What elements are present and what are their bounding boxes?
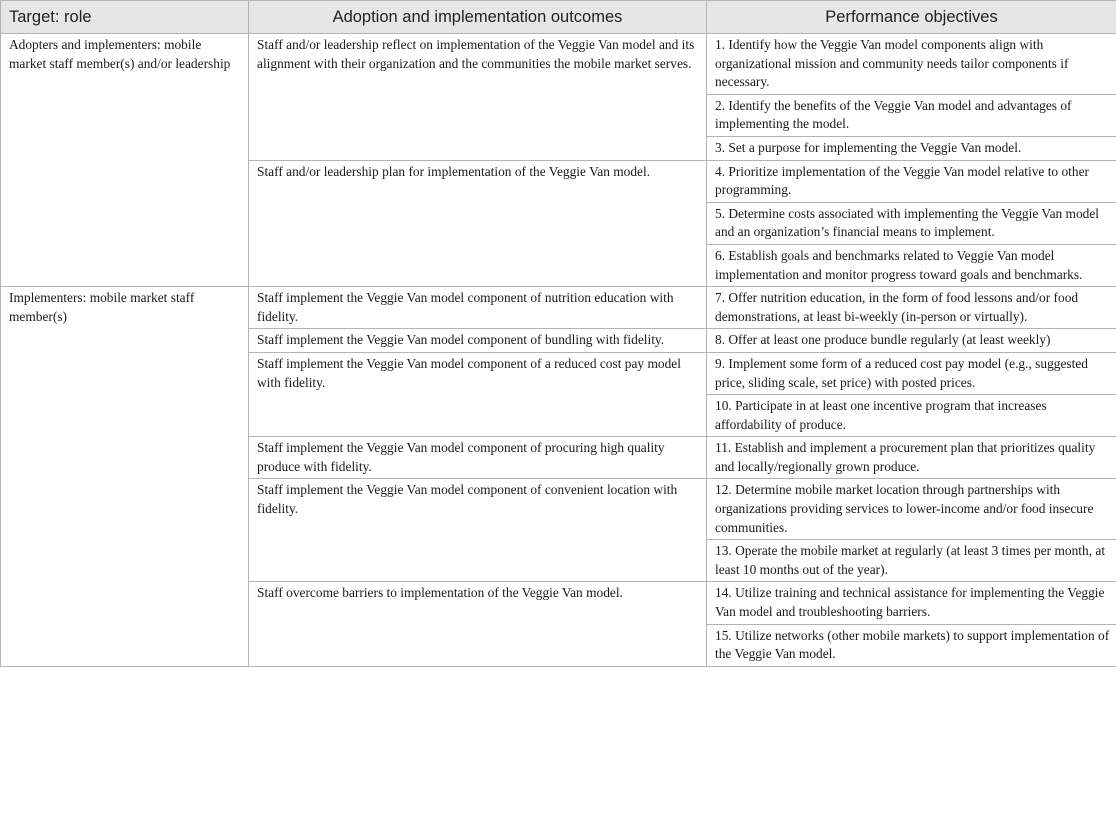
table-row: [1, 287, 1116, 329]
table-row: [1, 34, 1116, 95]
header-performance-objectives: Performance objectives: [707, 1, 1116, 34]
outcome-cell: Staff implement the Veggie Van model component of procuring high quality produce with fidelity.: [249, 437, 707, 479]
header-outcomes: Adoption and implementation outcomes: [249, 1, 707, 34]
table-body: [1, 34, 1116, 667]
objective-cell: 10. Participate in at least one incentive program that increases affordability of produce.: [707, 395, 1116, 437]
outcome-cell: Staff and/or leadership plan for implementation of the Veggie Van model.: [249, 160, 707, 287]
role-cell: Adopters and implementers: mobile market staff member(s) and/or leadership: [1, 34, 249, 287]
objective-cell: 15. Utilize networks (other mobile markets) to support implementation of the Veggie Van model.: [707, 624, 1116, 666]
objective-cell: 1. Identify how the Veggie Van model components align with organizational mission and community needs tailor components if necessary.: [707, 34, 1116, 95]
objective-cell: 14. Utilize training and technical assistance for implementing the Veggie Van model and troubleshooting barriers.: [707, 582, 1116, 624]
objective-cell: 9. Implement some form of a reduced cost pay model (e.g., suggested price, sliding scale, set price) with posted prices.: [707, 352, 1116, 394]
outcome-cell: Staff overcome barriers to implementation of the Veggie Van model.: [249, 582, 707, 666]
objective-cell: 6. Establish goals and benchmarks related to Veggie Van model implementation and monitor progress toward goals and benchmarks.: [707, 244, 1116, 286]
outcome-cell: Staff implement the Veggie Van model component of nutrition education with fidelity.: [249, 287, 707, 329]
outcome-cell: Staff implement the Veggie Van model component of convenient location with fidelity.: [249, 479, 707, 582]
outcome-cell: Staff implement the Veggie Van model component of bundling with fidelity.: [249, 329, 707, 353]
objective-cell: 4. Prioritize implementation of the Veggie Van model relative to other programming.: [707, 160, 1116, 202]
objective-cell: 5. Determine costs associated with implementing the Veggie Van model and an organization’s financial means to implement.: [707, 202, 1116, 244]
header-target-role: Target: role: [1, 1, 249, 34]
outcome-cell: Staff implement the Veggie Van model component of a reduced cost pay model with fidelity.: [249, 352, 707, 436]
objective-cell: 7. Offer nutrition education, in the form of food lessons and/or food demonstrations, at least bi-weekly (in-person or virtually).: [707, 287, 1116, 329]
objective-cell: 3. Set a purpose for implementing the Veggie Van model.: [707, 136, 1116, 160]
header-row: [1, 1, 1116, 34]
objective-cell: 2. Identify the benefits of the Veggie Van model and advantages of implementing the model.: [707, 94, 1116, 136]
objective-cell: 8. Offer at least one produce bundle regularly (at least weekly): [707, 329, 1116, 353]
objective-cell: 13. Operate the mobile market at regularly (at least 3 times per month, at least 10 months out of the year).: [707, 540, 1116, 582]
objective-cell: 12. Determine mobile market location through partnerships with organizations providing services to lower-income and/or food insecure communities.: [707, 479, 1116, 540]
outcome-cell: Staff and/or leadership reflect on implementation of the Veggie Van model and its alignment with their organization and the communities the mobile market serves.: [249, 34, 707, 161]
table-header: [1, 1, 1116, 34]
objective-cell: 11. Establish and implement a procurement plan that prioritizes quality and locally/regionally grown produce.: [707, 437, 1116, 479]
role-cell: Implementers: mobile market staff member(s): [1, 287, 249, 667]
